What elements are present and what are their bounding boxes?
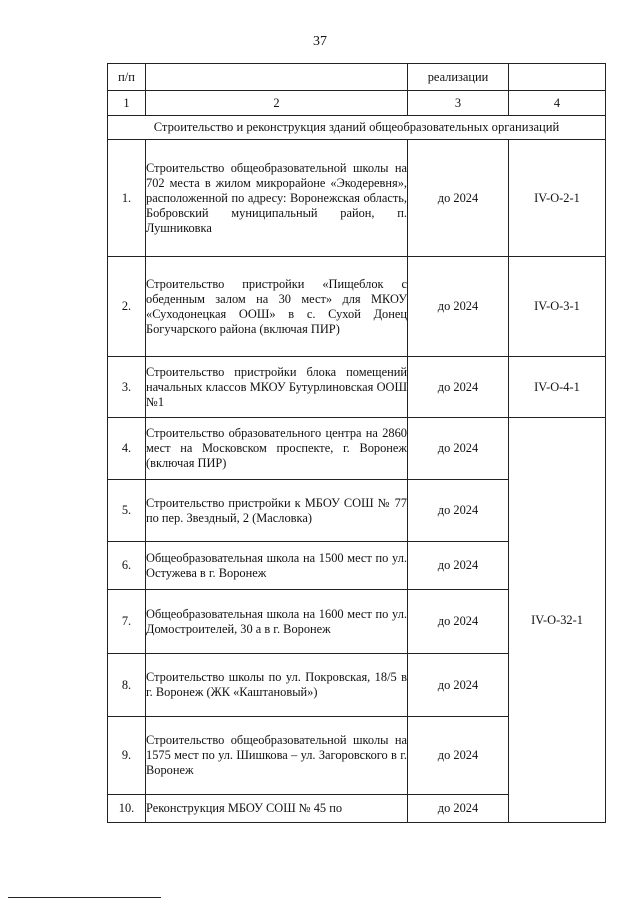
- row-number: 7.: [108, 590, 146, 654]
- page-number: 37: [313, 34, 327, 49]
- header-cell-number: п/п: [108, 64, 146, 91]
- table-row: [108, 257, 606, 357]
- row-name: Строительство образовательного центра на 2860 мест на Московском проспекте, г. Воронеж (включая ПИР): [146, 418, 408, 480]
- row-date: до 2024: [408, 717, 509, 795]
- row-name: Реконструкция МБОУ СОШ № 45 по: [146, 795, 408, 823]
- merged-code-cell: IV-О-32-1: [509, 418, 606, 823]
- row-code: IV-О-2-1: [509, 140, 606, 257]
- row-name: Строительство общеобразовательной школы на 702 места в жилом микрорайоне «Экодеревня», расположенной по адресу: Воронежская область, Бобровский муниципальный район, п. Лушниковка: [146, 140, 408, 257]
- row-number: 4.: [108, 418, 146, 480]
- row-code: IV-О-3-1: [509, 257, 606, 357]
- section-row: [108, 116, 606, 140]
- row-name: Строительство пристройки блока помещений начальных классов МКОУ Бутурлиновская ООШ №1: [146, 357, 408, 418]
- row-name: Строительство школы по ул. Покровская, 18/5 в г. Воронеж (ЖК «Каштановый»): [146, 654, 408, 717]
- row-date: до 2024: [408, 357, 509, 418]
- row-number: 8.: [108, 654, 146, 717]
- row-number: 2.: [108, 257, 146, 357]
- table-row: [108, 140, 606, 257]
- row-number: 10.: [108, 795, 146, 823]
- column-number-row: [108, 91, 606, 116]
- row-name: Общеобразовательная школа на 1600 мест по ул. Домостроителей, 30 а в г. Воронеж: [146, 590, 408, 654]
- row-date: до 2024: [408, 654, 509, 717]
- row-number: 9.: [108, 717, 146, 795]
- row-name: Строительство пристройки к МБОУ СОШ № 77 по пер. Звездный, 2 (Масловка): [146, 480, 408, 542]
- row-date: до 2024: [408, 542, 509, 590]
- column-number-cell: 4: [509, 91, 606, 116]
- row-date: до 2024: [408, 590, 509, 654]
- header-cell-name: [146, 64, 408, 91]
- column-number-cell: 2: [146, 91, 408, 116]
- row-name: Строительство общеобразовательной школы на 1575 мест по ул. Шишкова – ул. Загоровского в г. Воронеж: [146, 717, 408, 795]
- row-date: до 2024: [408, 257, 509, 357]
- program-table: [107, 63, 606, 823]
- section-title: Строительство и реконструкция зданий общеобразовательных организаций: [108, 116, 606, 140]
- table-header-row: [108, 64, 606, 91]
- row-date: до 2024: [408, 418, 509, 480]
- row-number: 1.: [108, 140, 146, 257]
- header-cell-period: реализации: [408, 64, 509, 91]
- row-name: Строительство пристройки «Пищеблок с обеденным залом на 30 мест» для МКОУ «Суходонецкая ООШ» в с. Сухой Донец Богучарского района (включая ПИР): [146, 257, 408, 357]
- row-name: Общеобразовательная школа на 1500 мест по ул. Остужева в г. Воронеж: [146, 542, 408, 590]
- table-row: [108, 418, 606, 480]
- column-number-cell: 1: [108, 91, 146, 116]
- column-number-cell: 3: [408, 91, 509, 116]
- row-date: до 2024: [408, 480, 509, 542]
- row-date: до 2024: [408, 795, 509, 823]
- table-row: [108, 357, 606, 418]
- row-number: 5.: [108, 480, 146, 542]
- footnote-separator: [8, 897, 161, 898]
- header-cell-code: [509, 64, 606, 91]
- row-date: до 2024: [408, 140, 509, 257]
- row-number: 3.: [108, 357, 146, 418]
- row-number: 6.: [108, 542, 146, 590]
- row-code: IV-О-4-1: [509, 357, 606, 418]
